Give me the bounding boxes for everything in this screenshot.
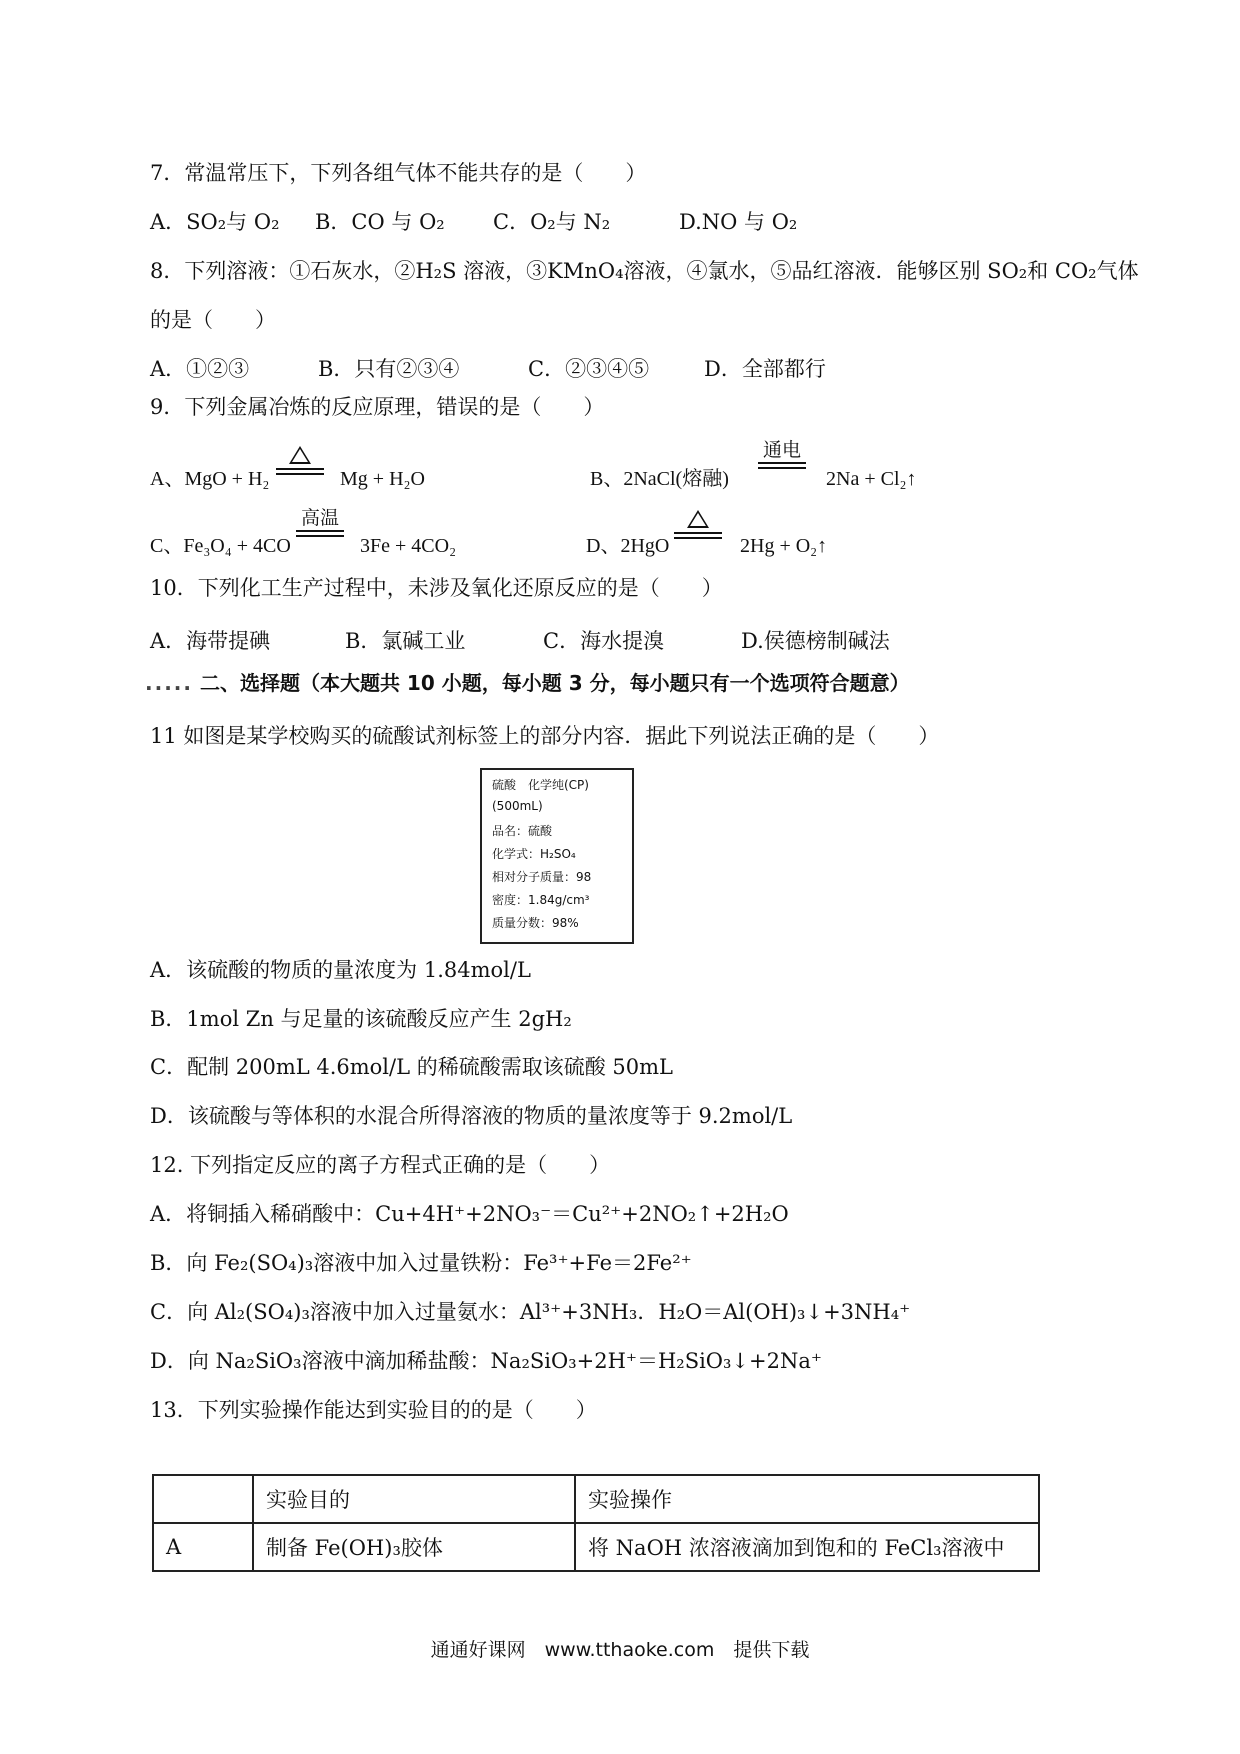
q9-a-right: Mg + H₂O	[340, 468, 425, 490]
q7-option-c: C．O₂与 N₂	[493, 210, 611, 234]
q9-c-left: C、Fe₃O₄ + 4CO	[150, 535, 291, 557]
q7-option-a: A．SO₂与 O₂	[150, 210, 280, 234]
delta-icon	[687, 510, 709, 528]
table-header-row	[153, 1475, 1039, 1523]
reagent-label	[480, 768, 634, 944]
q9-a-condition	[276, 446, 324, 475]
q9-c-right: 3Fe + 4CO₂	[360, 535, 457, 557]
q7-options	[150, 207, 797, 237]
section-dots: .....	[145, 671, 193, 695]
delta-icon	[289, 446, 311, 464]
q11-stem: 11 如图是某学校购买的硫酸试剂标签上的部分内容．据此下列说法正确的是（ ）	[150, 724, 940, 748]
section-heading	[145, 668, 910, 698]
q11-option-b: B．1mol Zn 与足量的该硫酸反应产生 2gH₂	[150, 1007, 572, 1031]
q10-option-a: A．海带提碘	[150, 629, 271, 653]
q9-b-right: 2Na + Cl₂↑	[826, 468, 917, 490]
q8-stem-line2: 的是（ ）	[150, 308, 276, 332]
q10-option-c: C．海水提溴	[543, 629, 665, 653]
q7-stem: 7．常温常压下，下列各组气体不能共存的是（ ）	[150, 161, 647, 185]
label-line: 密度：1.84g/cm³	[492, 893, 590, 907]
q7-option-d: D.NO 与 O₂	[679, 210, 798, 234]
table-cell: 将 NaOH 浓溶液滴加到饱和的 FeCl₃溶液中	[575, 1523, 1039, 1571]
q10-stem: 10．下列化工生产过程中，未涉及氧化还原反应的是（ ）	[150, 576, 723, 600]
q11-option-c: C．配制 200mL 4.6mol/L 的稀硫酸需取该硫酸 50mL	[150, 1055, 673, 1079]
q12-stem: 12. 下列指定反应的离子方程式正确的是（ ）	[150, 1153, 611, 1177]
q9-b-condition	[758, 440, 806, 469]
label-line: 硫酸 化学纯(CP)	[492, 778, 589, 792]
table-header-cell	[153, 1475, 253, 1523]
table-cell: 制备 Fe(OH)₃胶体	[253, 1523, 575, 1571]
q9-d-condition	[674, 510, 722, 539]
label-line: 品名：硫酸	[492, 824, 553, 838]
q9-d-right: 2Hg + O₂↑	[740, 535, 828, 557]
q8-option-a: A．①②③	[150, 357, 250, 381]
q12-option-a: A．将铜插入稀硝酸中：Cu+4H⁺+2NO₃⁻＝Cu²⁺+2NO₂↑+2H₂O	[150, 1202, 789, 1226]
section-title: 二、选择题（本大题共 10 小题，每小题 3 分，每小题只有一个选项符合题意）	[199, 671, 910, 695]
q9-a-left: A、MgO + H₂	[150, 468, 270, 490]
q9-c-condition-text: 高温	[300, 507, 339, 529]
experiment-table	[152, 1474, 1040, 1572]
q12-option-b: B．向 Fe₂(SO₄)₃溶液中加入过量铁粉：Fe³⁺+Fe＝2Fe²⁺	[150, 1251, 692, 1275]
table-cell: A	[153, 1523, 253, 1571]
q13-stem: 13．下列实验操作能达到实验目的的是（ ）	[150, 1398, 597, 1422]
q7-option-b: B．CO 与 O₂	[315, 210, 445, 234]
label-line: 化学式：H₂SO₄	[492, 847, 576, 861]
label-line: 质量分数：98%	[492, 916, 579, 930]
label-line: 相对分子质量：98	[492, 870, 592, 884]
q12-option-c: C．向 Al₂(SO₄)₃溶液中加入过量氨水：Al³⁺+3NH₃．H₂O＝Al(OH)₃↓+3NH₄⁺	[150, 1300, 911, 1324]
page-footer: 通通好课网 www.tthaoke.com 提供下载	[430, 1639, 810, 1661]
q10-option-b: B．氯碱工业	[345, 629, 466, 653]
table-header-cell: 实验目的	[253, 1475, 575, 1523]
table-row	[153, 1523, 1039, 1571]
q11-option-d: D．该硫酸与等体积的水混合所得溶液的物质的量浓度等于 9.2mol/L	[150, 1104, 793, 1128]
q8-option-c: C．②③④⑤	[528, 357, 650, 381]
q9-d-left: D、2HgO	[586, 535, 670, 557]
q8-option-b: B．只有②③④	[318, 357, 460, 381]
q10-option-d: D.侯德榜制碱法	[741, 629, 890, 653]
q12-option-d: D．向 Na₂SiO₃溶液中滴加稀盐酸：Na₂SiO₃+2H⁺＝H₂SiO₃↓+2Na⁺	[150, 1349, 822, 1373]
q10-options	[150, 626, 890, 656]
q11-option-a: A．该硫酸的物质的量浓度为 1.84mol/L	[150, 958, 531, 982]
label-line: (500mL)	[492, 799, 543, 813]
q9-b-condition-text: 通电	[762, 439, 801, 461]
q8-stem-line1: 8．下列溶液：①石灰水，②H₂S 溶液，③KMnO₄溶液，④氯水，⑤品红溶液．能够区别 SO₂和 CO₂气体	[150, 259, 1139, 283]
q8-options	[150, 354, 826, 384]
q8-option-d: D．全部都行	[704, 357, 826, 381]
table-header-cell: 实验操作	[575, 1475, 1039, 1523]
q9-c-condition	[296, 508, 344, 537]
q9-b-left: B、2NaCl(熔融)	[590, 468, 729, 490]
q9-stem: 9．下列金属冶炼的反应原理，错误的是（ ）	[150, 395, 605, 419]
